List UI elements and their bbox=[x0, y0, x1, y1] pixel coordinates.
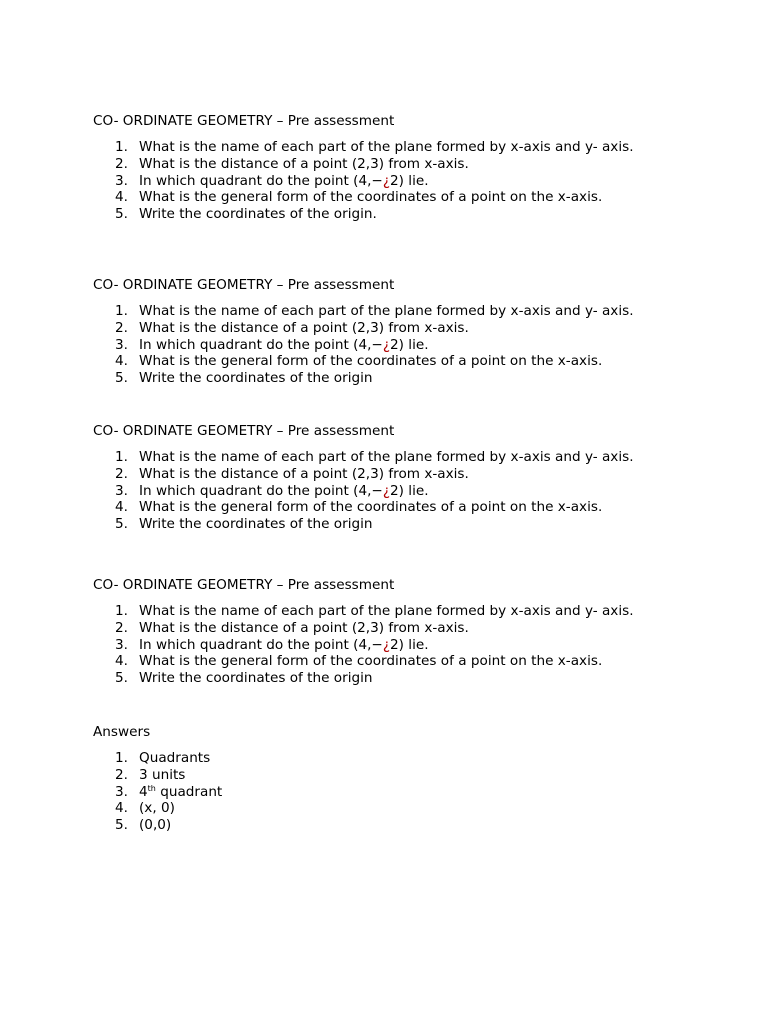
item-number: 5. bbox=[115, 206, 128, 223]
item-number: 4. bbox=[115, 189, 128, 206]
question-item bbox=[93, 653, 733, 670]
question-text: What is the name of each part of the plane formed by x-axis and y- axis. bbox=[139, 303, 634, 319]
answer-text-end: quadrant bbox=[155, 783, 223, 800]
question-text: Write the coordinates of the origin bbox=[139, 516, 373, 533]
question-text-start: In which quadrant do the point (4,− bbox=[139, 636, 383, 653]
answer-item bbox=[93, 750, 733, 767]
section-title: CO- ORDINATE GEOMETRY – Pre assessment bbox=[93, 113, 395, 129]
assessment-section-3 bbox=[93, 423, 733, 533]
answer-text-start: 4 bbox=[139, 783, 148, 800]
question-text-end: 2) lie. bbox=[390, 636, 429, 653]
question-text: What is the name of each part of the plane formed by x-axis and y- axis. bbox=[139, 139, 634, 155]
question-item bbox=[93, 303, 733, 320]
answer-list bbox=[93, 750, 733, 834]
question-item bbox=[93, 483, 733, 500]
item-number: 3. bbox=[115, 172, 128, 189]
item-number: 1. bbox=[115, 603, 128, 619]
error-glyph: ¿ bbox=[382, 336, 391, 353]
assessment-section-4 bbox=[93, 577, 733, 687]
question-item bbox=[93, 156, 733, 173]
question-text: Write the coordinates of the origin. bbox=[139, 206, 377, 223]
assessment-section-1 bbox=[93, 113, 733, 223]
answer-text: 3 units bbox=[139, 766, 186, 783]
question-item bbox=[93, 466, 733, 483]
item-number: 1. bbox=[115, 750, 128, 766]
question-item bbox=[93, 499, 733, 516]
error-glyph: ¿ bbox=[382, 636, 391, 653]
question-text: What is the name of each part of the plane formed by x-axis and y- axis. bbox=[139, 449, 634, 465]
answer-text: (x, 0) bbox=[139, 800, 175, 817]
question-text: What is the distance of a point (2,3) from x-axis. bbox=[139, 319, 469, 336]
item-number: 4. bbox=[115, 800, 128, 817]
item-number: 2. bbox=[115, 155, 128, 172]
question-item bbox=[93, 353, 733, 370]
question-text: What is the name of each part of the plane formed by x-axis and y- axis. bbox=[139, 603, 634, 619]
item-number: 4. bbox=[115, 499, 128, 516]
question-item bbox=[93, 637, 733, 654]
item-number: 2. bbox=[115, 465, 128, 482]
question-text: What is the general form of the coordinates of a point on the x-axis. bbox=[139, 653, 603, 670]
question-item bbox=[93, 516, 733, 533]
section-title: CO- ORDINATE GEOMETRY – Pre assessment bbox=[93, 277, 395, 293]
item-number: 4. bbox=[115, 653, 128, 670]
item-number: 5. bbox=[115, 817, 128, 834]
question-text: Write the coordinates of the origin bbox=[139, 370, 373, 387]
question-item bbox=[93, 670, 733, 687]
question-text-end: 2) lie. bbox=[390, 482, 429, 499]
question-text: What is the general form of the coordinates of a point on the x-axis. bbox=[139, 189, 603, 206]
answer-text: Quadrants bbox=[139, 750, 211, 766]
item-number: 1. bbox=[115, 303, 128, 319]
question-item bbox=[93, 370, 733, 387]
question-text-end: 2) lie. bbox=[390, 336, 429, 353]
question-text: What is the distance of a point (2,3) from x-axis. bbox=[139, 619, 469, 636]
item-number: 4. bbox=[115, 353, 128, 370]
question-text-start: In which quadrant do the point (4,− bbox=[139, 482, 383, 499]
item-number: 2. bbox=[115, 766, 128, 783]
question-text: Write the coordinates of the origin bbox=[139, 670, 373, 687]
error-glyph: ¿ bbox=[382, 172, 391, 189]
item-number: 2. bbox=[115, 619, 128, 636]
question-list bbox=[93, 449, 733, 533]
question-item bbox=[93, 620, 733, 637]
answer-item bbox=[93, 817, 733, 834]
section-title: CO- ORDINATE GEOMETRY – Pre assessment bbox=[93, 577, 395, 593]
item-number: 3. bbox=[115, 636, 128, 653]
item-number: 3. bbox=[115, 783, 128, 800]
item-number: 5. bbox=[115, 370, 128, 387]
item-number: 2. bbox=[115, 319, 128, 336]
item-number: 1. bbox=[115, 139, 128, 155]
item-number: 3. bbox=[115, 482, 128, 499]
ordinal-suffix: th bbox=[147, 783, 156, 793]
answers-section bbox=[93, 724, 733, 834]
question-text: What is the general form of the coordinates of a point on the x-axis. bbox=[139, 353, 603, 370]
answer-item bbox=[93, 800, 733, 817]
answer-item bbox=[93, 767, 733, 784]
question-text: What is the distance of a point (2,3) from x-axis. bbox=[139, 465, 469, 482]
item-number: 5. bbox=[115, 516, 128, 533]
question-text: What is the distance of a point (2,3) from x-axis. bbox=[139, 155, 469, 172]
question-item bbox=[93, 139, 733, 156]
question-item bbox=[93, 603, 733, 620]
question-text-end: 2) lie. bbox=[390, 172, 429, 189]
item-number: 5. bbox=[115, 670, 128, 687]
question-list bbox=[93, 139, 733, 223]
question-item bbox=[93, 449, 733, 466]
item-number: 1. bbox=[115, 449, 128, 465]
question-text: What is the general form of the coordinates of a point on the x-axis. bbox=[139, 499, 603, 516]
question-item bbox=[93, 173, 733, 190]
answers-title: Answers bbox=[93, 724, 151, 740]
question-list bbox=[93, 303, 733, 387]
item-number: 3. bbox=[115, 336, 128, 353]
question-item bbox=[93, 320, 733, 337]
error-glyph: ¿ bbox=[382, 482, 391, 499]
question-item bbox=[93, 189, 733, 206]
answer-item bbox=[93, 784, 733, 801]
question-text-start: In which quadrant do the point (4,− bbox=[139, 336, 383, 353]
question-item bbox=[93, 337, 733, 354]
section-title: CO- ORDINATE GEOMETRY – Pre assessment bbox=[93, 423, 395, 439]
question-item bbox=[93, 206, 733, 223]
question-text-start: In which quadrant do the point (4,− bbox=[139, 172, 383, 189]
assessment-section-2 bbox=[93, 277, 733, 387]
answer-text: (0,0) bbox=[139, 817, 172, 834]
question-list bbox=[93, 603, 733, 687]
